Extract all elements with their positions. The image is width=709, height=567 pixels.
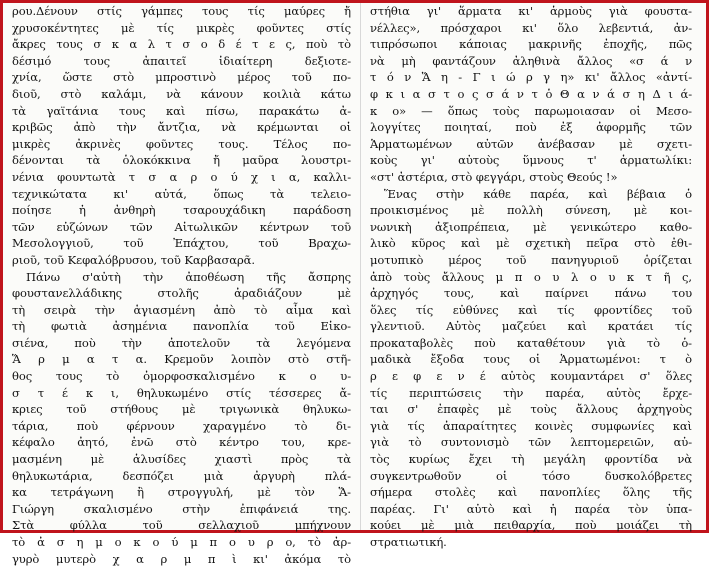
column-gutter: [360, 3, 361, 530]
text-line: ρου.Δένουν στίς γάμπες τους τίς μαύρες ἤ: [12, 4, 351, 18]
text-line: ἀπὸ τοὺς ἄλλους μ π ο υ λ ο υ κ τ ῆ ς,: [370, 269, 692, 284]
text-line: τίς περιπτώσεις τὴν παρέα, αὐτὸς ἔρχε-: [370, 385, 692, 400]
text-line: στήθια γι' ἅρματα κι' ἁρμοὺς γιὰ φουστα-: [370, 4, 692, 18]
text-line: Ἁρματωμένων αὐτῶν ἀνέβασαν μὲ σχετι-: [370, 136, 692, 151]
text-line: Ἕνας στὴν κάθε παρέα, καὶ βέβαια ὁ: [384, 186, 692, 201]
text-line: τὴ σειρὰ τὴν ἁγιασμένη ἀπὸ τὸ αἷμα καὶ: [12, 302, 351, 317]
text-line: τεχνικώτατα κι' αὐτά, ὅπως τὰ τελειο-: [12, 186, 351, 201]
text-line: Μεσολογγιοῦ, τοῦ Ἐπάχτου, τοῦ Βραχω-: [12, 236, 351, 251]
text-line: κριβῶς ἀπὸ τὴν ἄντζια, νὰ κρέμωνται οἱ: [12, 120, 351, 135]
text-line: τῶν εὐζώνων τῶν Αἰτωλικῶν κέντρων τοῦ: [12, 219, 351, 234]
text-line: τὴ φωτιὰ ἀσημένια πανοπλία τοῦ Εἰκο-: [12, 319, 351, 334]
text-line: ριοῦ, τοῦ Κεφαλόβρυσου, τοῦ Καρβασαρᾶ.: [12, 252, 255, 267]
left-text-column: [12, 3, 351, 567]
text-line: τάρια, ποὺ φέρνουν χαραγμένο τὸ δι-: [12, 418, 351, 433]
text-line: κα τετράγωνη ἢ στρογγυλή, μὲ τὸν Ἅ-: [12, 485, 351, 500]
text-line: κοὺς γι' αὐτοὺς ὕμνους τ' ἁρματωλίκι:: [370, 153, 692, 168]
text-line: τιπρόσωποι κάποιας μακρινῆς ἐποχῆς, πῶς: [370, 37, 692, 52]
text-line: σ τ έ κ ι, θηλυκωμένο στίς τέσσερες ἄ-: [12, 385, 351, 400]
text-line: Γιώργη σκαλισμένο στὴν ἐπιφάνειά της.: [12, 501, 351, 516]
text-line: Στὰ φύλλα τοῦ σελλαχιοῦ μπήχνουν: [12, 518, 351, 533]
text-line: προκαταβολὲς ποὺ καταθέτουν γιὰ τὸ ὁ-: [370, 335, 692, 350]
text-line: σήμερα στολὲς καὶ πανοπλίες ὅλης τῆς: [370, 485, 692, 500]
text-line: ρ ε φ ε ν έ αὐτὸς κουμαντάρει σ' ὅλες: [370, 369, 692, 384]
text-line: δέσιμό τους ἀπαιτεῖ ἰδιαίτερη δεξιοτε-: [12, 53, 351, 68]
text-line: γιὰ τὸ συντονισμὸ τῶν λεπτομερειῶν, αὐ-: [370, 435, 692, 450]
text-line: χρυσοκέντητες μὲ τίς μικρὲς φοῦντες στίς: [12, 20, 351, 35]
text-line: νὰ μὴ φαντάζουν ἀληθινὰ ἄλλος «σ ά ν: [370, 53, 692, 68]
text-line: μασμένη μὲ ἁλυσίδες χιαστὶ πρὸς τὰ: [12, 452, 351, 467]
text-line: κ ο» — ὅπως τοὺς παρωμοιασαν οἱ Μεσο-: [370, 103, 692, 118]
text-line: συγκεντρωθοῦν οἱ τόσο δυσκολόβρετες: [370, 468, 692, 483]
text-line: φ κ ι α σ τ ο ς σ ά ν τ ὁ Θ α ν ά σ η Δ ι ά-: [370, 86, 692, 101]
text-line: ποίησε ἡ ἀνθηρὴ τσαρουχάδικη παράδοση: [12, 203, 351, 218]
text-line: «στ' ἀστέρια, στὸ φεγγάρι, στοὺς Θεούς !»: [370, 169, 618, 184]
text-line: κριες τοῦ στήθους μὲ τριγωνικὰ θηλυκω-: [12, 402, 351, 417]
text-line: νωνικὴ ἀξιοπρέπεια, μὲ γενικώτερο καθο-: [370, 219, 692, 234]
text-line: ὅλες τίς εὐθύνες καὶ τίς φροντίδες τοῦ: [370, 302, 692, 317]
text-line: νέλλες», πρόσχαροι κι' ὅλο λεβεντιά, ἀν-: [370, 20, 692, 35]
text-line: κούει μὲ μιὰ πειθαρχία, ποὺ μοιάζει τὴ: [370, 518, 692, 533]
text-line: θηλυκωτάρια, δεσπόζει μιὰ ἀργυρὴ πλά-: [12, 468, 351, 483]
text-line: παρέας. Γι' αὐτὸ καὶ ἡ παρέα τὸν ὑπα-: [370, 501, 692, 516]
text-line: Πάνω σ'αὐτὴ τὴν ἀποθέωση τῆς ἄσπρης: [26, 269, 351, 284]
text-line: ἀρχηγός τους, καὶ παίρνει πάνω του: [370, 286, 692, 301]
text-line: τ ό ν Ἅ η - Γ ι ώ ρ γ η» κι' ἄλλος «ἀντί-: [370, 70, 692, 85]
text-line: τὸ ἀ σ η μ ο κ ο ύ μ π ο υ ρ ο, τὸ ἀρ-: [12, 535, 351, 549]
text-line: μαδικὰ ἔξοδα τους οἱ Ἁρματωμένοι: τ ὸ: [370, 352, 692, 367]
text-line: λογγίτες ποιηταί, ποὺ ἐξ ἀφορμῆς τῶν: [370, 120, 692, 135]
text-line: νένια φουντωτὰ τ σ α ρ ο ύ χ ι α, καλλι-: [12, 169, 351, 184]
text-line: ται σ' ἐπαφὲς μὲ τοὺς ἄλλους ἀρχηγοὺς: [370, 402, 692, 417]
text-line: στρατιωτική.: [370, 535, 447, 549]
text-line: Ἅ ρ μ α τ α. Κρεμοῦν λοιπὸν στὸ στῆ-: [12, 352, 351, 367]
text-line: διοῦ, στὸ καλάμι, νὰ κάνουν κοιλιὰ κάτω: [12, 86, 351, 101]
right-text-column: [370, 3, 692, 551]
text-line: μοτυπικὸ μέρος τοῦ πανηγυριοῦ ὁρίζεται: [370, 252, 692, 267]
text-line: σιένα, ποὺ τὴν ἀποτελοῦν τὰ λεγόμενα: [12, 335, 351, 350]
text-line: τὰ γαϊτάνια τους καὶ πίσω, παρακάτω ἀ-: [12, 103, 351, 118]
text-line: τὸς κυρίως ἔχει τὴ μεγάλη φροντίδα νὰ: [370, 452, 692, 467]
text-line: προικισμένος μὲ πολλὴ σύνεση, μὲ κοι-: [370, 203, 692, 218]
text-line: μικρὲς ἀκρινὲς φοῦντες τους. Τέλος πο-: [12, 136, 351, 151]
text-line: δένονται τὰ ὁλοκόκκινα ἤ μαῦρα λουστρι-: [12, 153, 351, 168]
text-line: γιὰ τίς ἀπαραίτητες κοινὲς συμφωνίες καὶ: [370, 418, 692, 433]
text-line: κέφαλο ἀητό, ἐνῶ στὸ κέντρο του, κρε-: [12, 435, 351, 450]
text-line: ἄκρες τους σ κ α λ τ σ ο δ έ τ ε ς, ποὺ τὸ: [12, 37, 351, 52]
text-line: χνία, ὥστε στὸ μπροστινὸ μέρος τοῦ πο-: [12, 70, 351, 85]
text-line: θος τους τὸ ὀμορφοσκαλισμένο κ ο υ-: [12, 369, 351, 384]
text-line: λικὸ κῦρος καὶ μὲ σχετικὴ πεῖρα στὸ ἐθι-: [370, 236, 692, 251]
text-line: γλεντιοῦ. Αὐτὸς μαζεύει καὶ κρατάει τίς: [370, 319, 692, 334]
text-line: γυρὸ μυτερὸ χ α ρ μ π ὶ κι' ἀκόμα τὸ: [12, 551, 351, 566]
text-line: φουστανελλάδικης στολῆς ἀραδιάζουν μὲ: [12, 286, 351, 301]
